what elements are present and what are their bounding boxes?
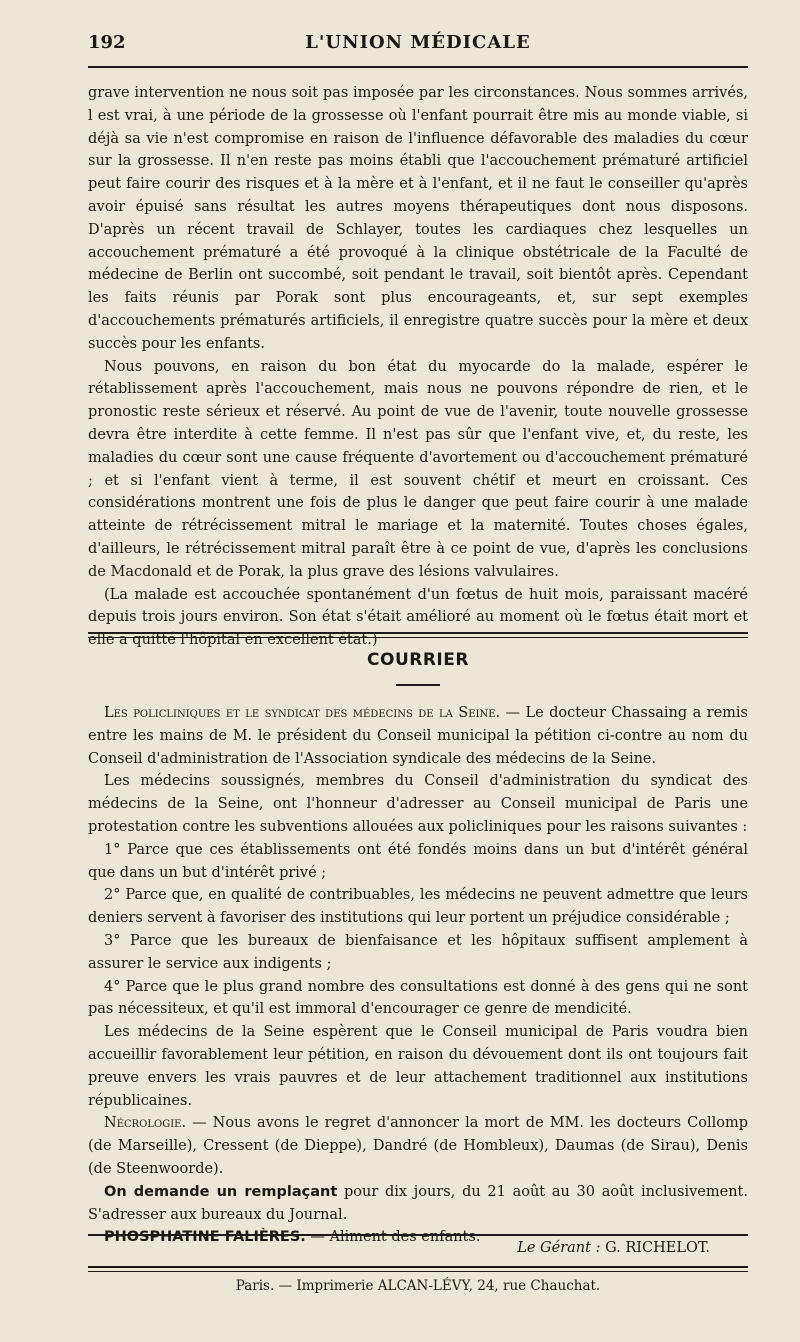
imprint: Paris. — Imprimerie ALCAN-LÉVY, 24, rue Chauchat.	[235, 1278, 601, 1294]
section-divider	[88, 632, 748, 634]
petition-close: Les médecins de la Seine espèrent que le Conseil municipal de Paris voudra bien accueillir favorablement leur pétition, en raison du dévouement dont ils ont toujours fait preuve envers les vrais pauvres et de leur attachement traditionnel aux institutions républicaines.	[88, 1024, 748, 1109]
replacement-title: On demande un remplaçant	[104, 1183, 338, 1200]
gerant-name: G. RICHELOT.	[600, 1240, 710, 1256]
journal-title: L'UNION MÉDICALE	[305, 32, 531, 53]
advert-text: — Aliment des enfants.	[305, 1229, 481, 1246]
replacement-notice	[88, 1181, 748, 1227]
petition-intro: Les médecins soussignés, membres du Conseil d'administration du syndicat des médecins de la Seine, ont l'honneur d'adresser au Conseil municipal de Paris une protestation contre les subventions allouées aux policliniques pour les raisons suivantes :	[88, 773, 748, 835]
necrology-item	[88, 1112, 748, 1180]
article-paragraph: (La malade est accouchée spontanément d'un fœtus de huit mois, paraissant macéré depuis trois jours environ. Son état s'était amélioré au moment où le fœtus était mort et elle a quitté l'hôpital en excellent état.)	[88, 586, 748, 649]
petition-reason: 2° Parce que, en qualité de contribuables, les médecins ne peuvent admettre que leurs deniers servent à favoriser des institutions qui leur portent un préjudice considérable ;	[88, 887, 748, 927]
footer-rule-thin	[88, 1271, 748, 1272]
signature	[88, 1240, 710, 1256]
header-rule	[88, 66, 748, 68]
necrology-title: Nécrologie.	[104, 1115, 187, 1132]
page-header	[88, 30, 748, 62]
item-text: — Le docteur Chassaing a remis entre les mains de M. le président du Conseil municipal la pétition ci-contre au nom du Conseil d'administration de l'Association syndicale des médecins de la Seine.	[88, 705, 748, 767]
article-paragraph: grave intervention ne nous soit pas imposée par les circonstances. Nous sommes arrivés, l est vrai, à une période de la grossesse où l'enfant pourrait être mis au monde viable, si déjà sa vie n'est compromise en raison de l'influence défavorable des maladies du cœur sur la grossesse. Il n'en reste pas moins établi que l'accouchement prématuré artificiel peut faire courir des risques et à la mère et à l'enfant, et il ne faut le conseiller qu'après avoir épuisé sans résultat les autres moyens thérapeutiques dont nous disposons. D'après un récent travail de Schlayer, toutes les cardiaques chez lesquelles un accouchement prématuré a été provoqué à la clinique obstétricale de la Faculté de médecine de Berlin ont succombé, soit pendant le travail, soit bientôt après. Cependant les faits réunis par Porak sont plus encourageants, et, sur sept exemples d'accouchements prématurés artificiels, il enregistre quatre succès pour la mère et deux succès pour les enfants.	[88, 85, 748, 352]
heading-underline	[396, 684, 440, 686]
article-paragraph: Nous pouvons, en raison du bon état du myocarde do la malade, espérer le rétablissement après l'accouchement, mais nous ne pouvons répondre de rien, et le pronostic reste sérieux et réservé. Au point de vue de l'avenir, toute nouvelle grossesse devra être interdite à cette femme. Il n'est pas sûr que l'enfant vive, et, du reste, les maladies du cœur sont une cause fréquente d'avortement ou d'accouchement prématuré ; et si l'enfant vient à terme, il est souvent chétif et meurt en croissant. Ces considérations montrent une fois de plus le danger que peut faire courir à une malade atteinte de rétrécissement mitral le mariage et la maternité. Toutes choses égales, d'ailleurs, le rétrécissement mitral paraît être à ce point de vue, d'après les conclusions de Macdonald et de Porak, la plus grave des lésions valvulaires.	[88, 358, 748, 580]
advert-title: PHOSPHATINE FALIÈRES.	[104, 1229, 306, 1246]
article-continuation	[88, 82, 748, 652]
footer-rule-top	[88, 1234, 748, 1236]
petition-reason: 3° Parce que les bureaux de bienfaisance et les hôpitaux suffisent amplement à assurer le service aux indigents ;	[88, 932, 748, 972]
petition-reason: 1° Parce que ces établissements ont été fondés moins dans un but d'intérêt général que dans un but d'intérêt privé ;	[88, 841, 748, 881]
section-divider-thin	[88, 637, 748, 638]
necrology-text: — Nous avons le regret d'annoncer la mort de MM. les docteurs Collomp (de Marseille), Cressent (de Dieppe), Dandré (de Hombleux), Daumas (de Sirau), Denis (de Steenwoorde).	[88, 1115, 748, 1177]
courrier-section	[88, 702, 748, 1249]
courrier-item	[88, 702, 748, 770]
item-title: Les policliniques et le syndicat des médecins de la Seine.	[104, 705, 501, 721]
footer-rule-bottom	[88, 1266, 748, 1268]
page-number: 192	[88, 32, 126, 53]
replacement-text: pour dix jours, du 21 août au 30 août inclusivement. S'adresser aux bureaux du Journal.	[88, 1183, 748, 1223]
petition-reason: 4° Parce que le plus grand nombre des consultations est donné à des gens qui ne sont pas nécessiteux, et qu'il est immoral d'encourager ce genre de mendicité.	[88, 978, 748, 1018]
gerant-label: Le Gérant :	[517, 1240, 601, 1256]
section-heading: COURRIER	[367, 650, 469, 670]
